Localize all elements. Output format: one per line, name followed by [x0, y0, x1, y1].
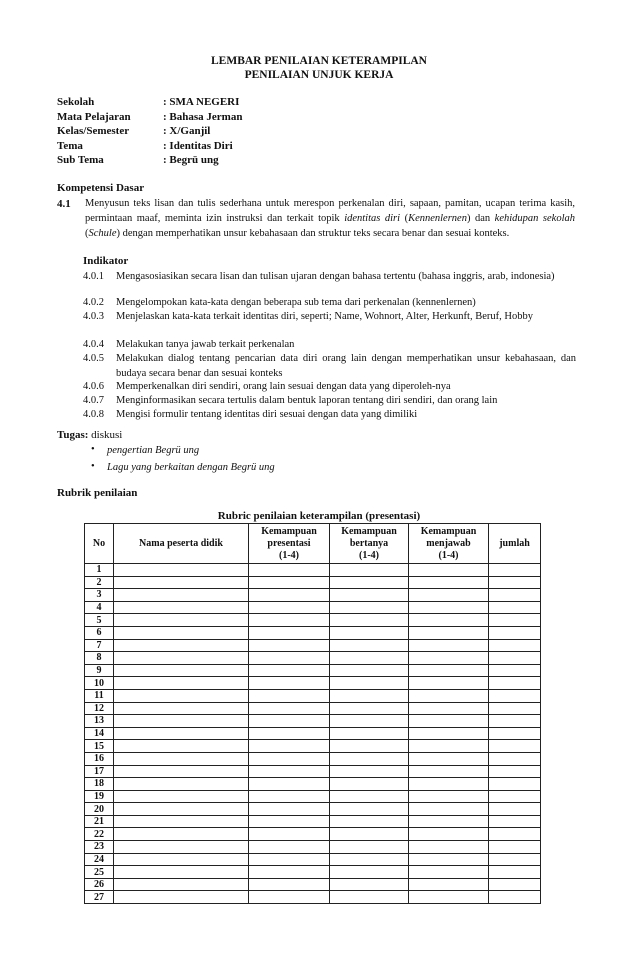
- presentasi-cell: [249, 601, 330, 614]
- table-row: [85, 652, 541, 665]
- jumlah-cell: [489, 891, 541, 904]
- jumlah-cell: [489, 853, 541, 866]
- presentasi-cell: [249, 715, 330, 728]
- nama-cell: [114, 564, 249, 577]
- indikator-number: 4.0.2: [83, 297, 104, 308]
- row-number: 1: [85, 564, 114, 577]
- indikator-text: Mengasosiasikan secara lisan dan tulisan ujaran dengan bahasa tertentu (bahasa inggris, arab, indonesia): [116, 271, 555, 282]
- indikator-number: 4.0.6: [83, 381, 104, 392]
- row-number: 26: [85, 878, 114, 891]
- jumlah-cell: [489, 765, 541, 778]
- bertanya-cell: [330, 853, 409, 866]
- tugas-bullet-2: Lagu yang berkaitan dengan Begrü ung: [107, 462, 275, 473]
- indikator-number: 4.0.8: [83, 409, 104, 420]
- row-number: 13: [85, 715, 114, 728]
- jumlah-cell: [489, 815, 541, 828]
- table-row: [85, 589, 541, 602]
- bullet-icon: •: [91, 461, 95, 472]
- nama-cell: [114, 740, 249, 753]
- table-row: [85, 740, 541, 753]
- col-nama: Nama peserta didik: [114, 524, 249, 564]
- menjawab-cell: [409, 715, 489, 728]
- menjawab-cell: [409, 589, 489, 602]
- table-row: [85, 891, 541, 904]
- presentasi-cell: [249, 664, 330, 677]
- table-row: [85, 576, 541, 589]
- bertanya-cell: [330, 828, 409, 841]
- info-key: Kelas/Semester: [57, 125, 130, 137]
- jumlah-cell: [489, 702, 541, 715]
- indikator-text: Menginformasikan secara tertulis dalam bentuk laporan tentang diri sendiri, dan orang lain: [116, 395, 498, 406]
- table-row: [85, 815, 541, 828]
- presentasi-cell: [249, 576, 330, 589]
- indikator-number: 4.0.4: [83, 339, 104, 350]
- bertanya-cell: [330, 639, 409, 652]
- menjawab-cell: [409, 576, 489, 589]
- row-number: 20: [85, 803, 114, 816]
- presentasi-cell: [249, 778, 330, 791]
- menjawab-cell: [409, 841, 489, 854]
- indikator-text: Melakukan tanya jawab terkait perkenalan: [116, 339, 295, 350]
- row-number: 15: [85, 740, 114, 753]
- jumlah-cell: [489, 866, 541, 879]
- table-row: [85, 765, 541, 778]
- presentasi-cell: [249, 853, 330, 866]
- menjawab-cell: [409, 664, 489, 677]
- jumlah-cell: [489, 677, 541, 690]
- nama-cell: [114, 601, 249, 614]
- jumlah-cell: [489, 614, 541, 627]
- menjawab-cell: [409, 828, 489, 841]
- jumlah-cell: [489, 727, 541, 740]
- bertanya-cell: [330, 564, 409, 577]
- bertanya-cell: [330, 815, 409, 828]
- nama-cell: [114, 639, 249, 652]
- nama-cell: [114, 803, 249, 816]
- bertanya-cell: [330, 803, 409, 816]
- presentasi-cell: [249, 891, 330, 904]
- bertanya-cell: [330, 891, 409, 904]
- row-number: 3: [85, 589, 114, 602]
- info-value: : SMA NEGERI: [163, 96, 240, 108]
- row-number: 8: [85, 652, 114, 665]
- col-bertanya: Kemampuan bertanya (1-4): [330, 524, 409, 564]
- presentasi-cell: [249, 765, 330, 778]
- nama-cell: [114, 866, 249, 879]
- col-presentasi: Kemampuan presentasi (1-4): [249, 524, 330, 564]
- bertanya-cell: [330, 589, 409, 602]
- nama-cell: [114, 752, 249, 765]
- row-number: 23: [85, 841, 114, 854]
- indikator-number: 4.0.3: [83, 311, 104, 322]
- presentasi-cell: [249, 702, 330, 715]
- presentasi-cell: [249, 564, 330, 577]
- table-row: [85, 778, 541, 791]
- rubrik-heading: Rubrik penilaian: [57, 487, 138, 499]
- menjawab-cell: [409, 639, 489, 652]
- row-number: 10: [85, 677, 114, 690]
- jumlah-cell: [489, 601, 541, 614]
- table-header-row: [85, 524, 541, 564]
- bertanya-cell: [330, 878, 409, 891]
- info-key: Sekolah: [57, 96, 95, 108]
- menjawab-cell: [409, 765, 489, 778]
- presentasi-cell: [249, 740, 330, 753]
- row-number: 21: [85, 815, 114, 828]
- nama-cell: [114, 576, 249, 589]
- jumlah-cell: [489, 878, 541, 891]
- presentasi-cell: [249, 677, 330, 690]
- nama-cell: [114, 689, 249, 702]
- indikator-text: Menjelaskan kata-kata terkait identitas diri, seperti; Name, Wohnort, Alter, Herkunft, Beruf, Hobby: [116, 311, 533, 322]
- info-value: : Begrü ung: [163, 154, 219, 166]
- bertanya-cell: [330, 727, 409, 740]
- jumlah-cell: [489, 589, 541, 602]
- info-key: Tema: [57, 139, 83, 152]
- info-key: Sub Tema: [57, 154, 104, 166]
- menjawab-cell: [409, 778, 489, 791]
- indikator-text: Mengelompokan kata-kata dengan beberapa sub tema dari perkenalan (kennenlernen): [116, 297, 476, 308]
- table-row: [85, 752, 541, 765]
- page-subtitle: PENILAIAN UNJUK KERJA: [244, 69, 394, 81]
- menjawab-cell: [409, 689, 489, 702]
- info-key: Mata Pelajaran: [57, 110, 131, 123]
- menjawab-cell: [409, 790, 489, 803]
- presentasi-cell: [249, 589, 330, 602]
- presentasi-cell: [249, 652, 330, 665]
- kompetensi-heading: Kompetensi Dasar: [57, 182, 145, 194]
- indikator-text: Memperkenalkan diri sendiri, orang lain sesuai dengan data yang diperoleh-nya: [116, 381, 451, 392]
- bertanya-cell: [330, 740, 409, 753]
- nama-cell: [114, 891, 249, 904]
- nama-cell: [114, 853, 249, 866]
- presentasi-cell: [249, 790, 330, 803]
- bertanya-cell: [330, 614, 409, 627]
- row-number: 7: [85, 639, 114, 652]
- jumlah-cell: [489, 652, 541, 665]
- rubrik-table-title: Rubric penilaian keterampilan (presentasi): [217, 510, 421, 522]
- indikator-heading: Indikator: [83, 255, 129, 267]
- menjawab-cell: [409, 803, 489, 816]
- nama-cell: [114, 677, 249, 690]
- jumlah-cell: [489, 689, 541, 702]
- row-number: 22: [85, 828, 114, 841]
- jumlah-cell: [489, 841, 541, 854]
- menjawab-cell: [409, 601, 489, 614]
- nama-cell: [114, 626, 249, 639]
- row-number: 4: [85, 601, 114, 614]
- presentasi-cell: [249, 828, 330, 841]
- jumlah-cell: [489, 626, 541, 639]
- row-number: 17: [85, 765, 114, 778]
- row-number: 5: [85, 614, 114, 627]
- presentasi-cell: [249, 689, 330, 702]
- indikator-number: 4.0.1: [83, 271, 104, 282]
- bertanya-cell: [330, 841, 409, 854]
- row-number: 9: [85, 664, 114, 677]
- nama-cell: [114, 790, 249, 803]
- row-number: 24: [85, 853, 114, 866]
- bertanya-cell: [330, 576, 409, 589]
- nama-cell: [114, 702, 249, 715]
- nama-cell: [114, 715, 249, 728]
- table-row: [85, 626, 541, 639]
- menjawab-cell: [409, 677, 489, 690]
- indikator-text: Mengisi formulir tentang identitas diri sesuai dengan data yang dimiliki: [116, 409, 418, 420]
- bertanya-cell: [330, 689, 409, 702]
- table-row: [85, 664, 541, 677]
- presentasi-cell: [249, 626, 330, 639]
- bertanya-cell: [330, 601, 409, 614]
- menjawab-cell: [409, 752, 489, 765]
- col-jumlah: jumlah: [489, 524, 541, 564]
- bertanya-cell: [330, 702, 409, 715]
- info-value: : Bahasa Jerman: [163, 110, 243, 123]
- col-menjawab: Kemampuan menjawab (1-4): [409, 524, 489, 564]
- nama-cell: [114, 841, 249, 854]
- jumlah-cell: [489, 790, 541, 803]
- bertanya-cell: [330, 765, 409, 778]
- row-number: 6: [85, 626, 114, 639]
- table-row: [85, 715, 541, 728]
- bertanya-cell: [330, 752, 409, 765]
- menjawab-cell: [409, 878, 489, 891]
- table-row: [85, 828, 541, 841]
- bertanya-cell: [330, 715, 409, 728]
- table-row: [85, 564, 541, 577]
- menjawab-cell: [409, 564, 489, 577]
- table-row: [85, 841, 541, 854]
- presentasi-cell: [249, 803, 330, 816]
- row-number: 16: [85, 752, 114, 765]
- jumlah-cell: [489, 664, 541, 677]
- nama-cell: [114, 815, 249, 828]
- nama-cell: [114, 828, 249, 841]
- bertanya-cell: [330, 664, 409, 677]
- row-number: 25: [85, 866, 114, 879]
- nama-cell: [114, 727, 249, 740]
- presentasi-cell: [249, 841, 330, 854]
- page-title: LEMBAR PENILAIAN KETERAMPILAN: [211, 55, 427, 67]
- bertanya-cell: [330, 652, 409, 665]
- table-row: [85, 803, 541, 816]
- kompetensi-text: Menyusun teks lisan dan tulis sederhana untuk merespon perkenalan diri, sapaan, pamitan, ucapan terima kasih, permintaan maaf, meminta izin instruksi dan terkait topik identitas diri (Kennenlernen) dan kehidupan sekolah (Schule) dengan memperhatikan unsur kebahasaan dan struktur teks secara benar dan sesuai konteks.: [85, 198, 575, 239]
- nama-cell: [114, 614, 249, 627]
- row-number: 12: [85, 702, 114, 715]
- nama-cell: [114, 878, 249, 891]
- menjawab-cell: [409, 740, 489, 753]
- jumlah-cell: [489, 803, 541, 816]
- jumlah-cell: [489, 576, 541, 589]
- jumlah-cell: [489, 715, 541, 728]
- table-row: [85, 689, 541, 702]
- menjawab-cell: [409, 652, 489, 665]
- bertanya-cell: [330, 866, 409, 879]
- bertanya-cell: [330, 778, 409, 791]
- tugas-bullet-1: pengertian Begrü ung: [107, 445, 200, 456]
- table-row: [85, 866, 541, 879]
- jumlah-cell: [489, 639, 541, 652]
- table-row: [85, 878, 541, 891]
- table-row: [85, 639, 541, 652]
- bertanya-cell: [330, 626, 409, 639]
- col-no: No: [85, 524, 114, 564]
- nama-cell: [114, 652, 249, 665]
- nama-cell: [114, 664, 249, 677]
- table-row: [85, 677, 541, 690]
- table-row: [85, 853, 541, 866]
- menjawab-cell: [409, 891, 489, 904]
- menjawab-cell: [409, 626, 489, 639]
- presentasi-cell: [249, 752, 330, 765]
- table-row: [85, 601, 541, 614]
- jumlah-cell: [489, 828, 541, 841]
- table-row: [85, 790, 541, 803]
- info-value: : Identitas Diri: [163, 139, 233, 152]
- row-number: 19: [85, 790, 114, 803]
- presentasi-cell: [249, 614, 330, 627]
- presentasi-cell: [249, 639, 330, 652]
- table-row: [85, 702, 541, 715]
- kompetensi-number: 4.1: [57, 198, 71, 210]
- bullet-icon: •: [91, 444, 95, 455]
- bertanya-cell: [330, 677, 409, 690]
- bertanya-cell: [330, 790, 409, 803]
- menjawab-cell: [409, 853, 489, 866]
- jumlah-cell: [489, 740, 541, 753]
- presentasi-cell: [249, 727, 330, 740]
- row-number: 18: [85, 778, 114, 791]
- menjawab-cell: [409, 727, 489, 740]
- row-number: 14: [85, 727, 114, 740]
- tugas-line: Tugas: diskusi: [57, 429, 123, 441]
- jumlah-cell: [489, 752, 541, 765]
- indikator-text: Melakukan dialog tentang pencarian data diri orang lain dengan memperhatikan unsur kebahasaan, dan budaya secara benar dan sesuai konteks: [116, 353, 576, 379]
- table-row: [85, 727, 541, 740]
- row-number: 27: [85, 891, 114, 904]
- indikator-number: 4.0.5: [83, 353, 104, 364]
- rubric-table: [84, 523, 541, 904]
- nama-cell: [114, 778, 249, 791]
- presentasi-cell: [249, 878, 330, 891]
- menjawab-cell: [409, 702, 489, 715]
- table-row: [85, 614, 541, 627]
- info-value: : X/Ganjil: [163, 125, 211, 137]
- nama-cell: [114, 765, 249, 778]
- presentasi-cell: [249, 866, 330, 879]
- menjawab-cell: [409, 614, 489, 627]
- jumlah-cell: [489, 778, 541, 791]
- nama-cell: [114, 589, 249, 602]
- presentasi-cell: [249, 815, 330, 828]
- row-number: 2: [85, 576, 114, 589]
- row-number: 11: [85, 689, 114, 702]
- jumlah-cell: [489, 564, 541, 577]
- menjawab-cell: [409, 815, 489, 828]
- menjawab-cell: [409, 866, 489, 879]
- indikator-number: 4.0.7: [83, 395, 104, 406]
